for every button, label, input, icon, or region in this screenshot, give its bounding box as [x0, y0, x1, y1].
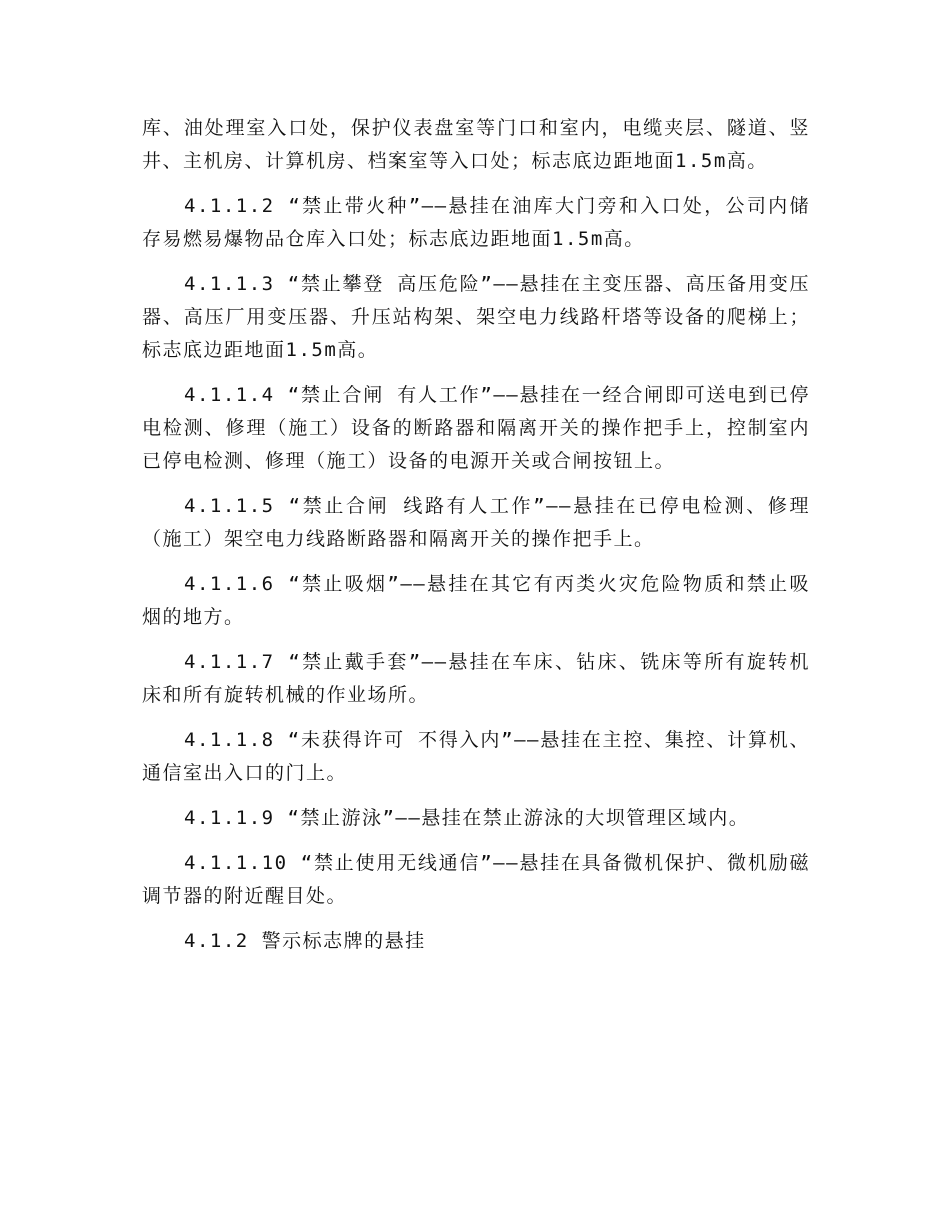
- paragraph-4-1-1-10: 4.1.1.10 “禁止使用无线通信”——悬挂在具备微机保护、微机励磁调节器的附近醒目处。: [142, 852, 810, 907]
- paragraph-4-1-1-4: 4.1.1.4 “禁止合闸 有人工作”——悬挂在一经合闸即可送电到已停电检测、修理（施工）设备的断路器和隔离开关的操作把手上，控制室内已停电检测、修理（施工）设备的电源开关或合闸按钮上。: [142, 384, 810, 472]
- paragraph-4-1-1-2: 4.1.1.2 “禁止带火种”——悬挂在油库大门旁和入口处，公司内储存易燃易爆物品仓库入口处；标志底边距地面1.5m高。: [142, 195, 810, 250]
- document-body: [142, 112, 810, 970]
- paragraph-4-1-1-5: 4.1.1.5 “禁止合闸 线路有人工作”——悬挂在已停电检测、修理（施工）架空电力线路断路器和隔离开关的操作把手上。: [142, 495, 810, 550]
- paragraph-4-1-1-3: 4.1.1.3 “禁止攀登 高压危险”——悬挂在主变压器、高压备用变压器、高压厂用变压器、升压站构架、架空电力线路杆塔等设备的爬梯上；标志底边距地面1.5m高。: [142, 273, 810, 361]
- paragraph-continuation: 库、油处理室入口处，保护仪表盘室等门口和室内，电缆夹层、隧道、竖井、主机房、计算机房、档案室等入口处；标志底边距地面1.5m高。: [142, 117, 810, 172]
- paragraph-4-1-1-9: 4.1.1.9 “禁止游泳”——悬挂在禁止游泳的大坝管理区域内。: [184, 807, 750, 829]
- paragraph-4-1-1-6: 4.1.1.6 “禁止吸烟”——悬挂在其它有丙类火灾危险物质和禁止吸烟的地方。: [142, 573, 810, 628]
- paragraph-4-1-1-8: 4.1.1.8 “未获得许可 不得入内”——悬挂在主控、集控、计算机、通信室出入口的门上。: [142, 729, 810, 784]
- paragraph-4-1-1-7: 4.1.1.7 “禁止戴手套”——悬挂在车床、钻床、铣床等所有旋转机床和所有旋转机械的作业场所。: [142, 651, 810, 706]
- section-heading-4-1-2: 4.1.2 警示标志牌的悬挂: [184, 930, 426, 952]
